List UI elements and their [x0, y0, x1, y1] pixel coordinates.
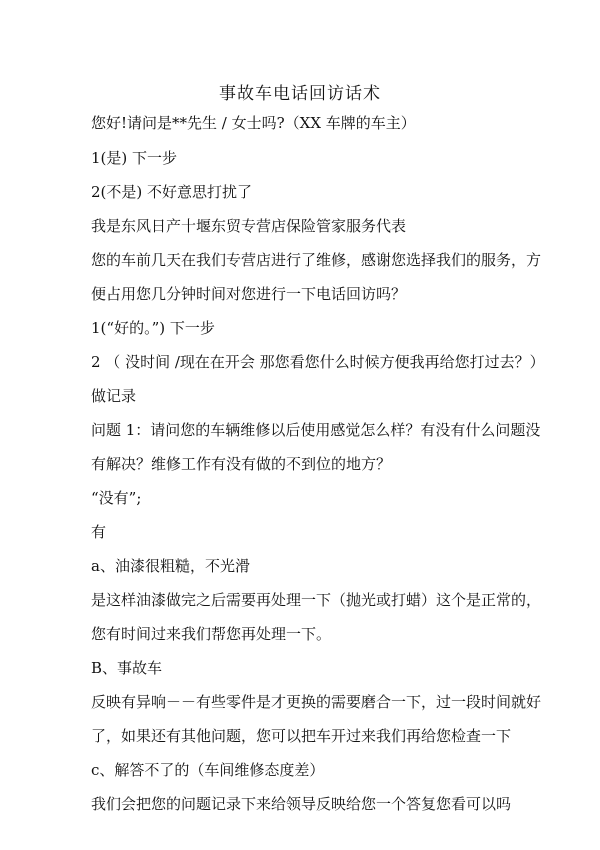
question-line: 问题 1：请问您的车辆维修以后使用感觉怎么样？有没有什么问题没	[91, 421, 541, 439]
option-no-line: 2(不是) 不好意思打扰了	[91, 183, 253, 201]
case-c-response: 我们会把您的问题记录下来给领导反映给您一个答复您看可以吗	[91, 795, 512, 813]
option-ok-line: 1(“好的。”) 下一步	[91, 319, 215, 337]
record-line: 做记录	[91, 387, 137, 405]
option-busy-line: 2 （ 没时间 /现在在开会 那您看您什么时候方便我再给您打过去？）	[91, 353, 545, 371]
question-line: 有解决？维修工作有没有做的不到位的地方？	[91, 455, 392, 473]
answer-yes-line: 有	[91, 523, 107, 541]
paragraph-line: 便占用您几分钟时间对您进行一下电话回访吗？	[91, 285, 407, 303]
answer-none-line: “没有”;	[91, 489, 142, 507]
case-a-response: 是这样油漆做完之后需要再处理一下（抛光或打蜡）这个是正常的，	[91, 591, 542, 609]
case-b-heading: B、事故车	[91, 659, 163, 677]
document-title: 事故车电话回访话术	[219, 84, 381, 104]
intro-line: 我是东风日产十堰东贸专营店保险管家服务代表	[91, 217, 407, 235]
case-c-heading: c、解答不了的（车间维修态度差）	[91, 761, 325, 779]
greeting-line: 您好!请问是**先生 / 女士吗?（XX 车牌的车主）	[91, 114, 416, 132]
case-a-heading: a、油漆很粗糙，不光滑	[91, 557, 250, 575]
option-yes-line: 1(是) 下一步	[91, 149, 178, 167]
paragraph-line: 您的车前几天在我们专营店进行了维修，感谢您选择我们的服务，方	[91, 251, 542, 269]
case-b-response: 了，如果还有其他问题，您可以把车开过来我们再给您检查一下	[91, 727, 512, 745]
case-b-response: 反映有异响－－有些零件是才更换的需要磨合一下，过一段时间就好	[91, 693, 542, 711]
case-a-response: 您有时间过来我们帮您再处理一下。	[91, 625, 332, 643]
